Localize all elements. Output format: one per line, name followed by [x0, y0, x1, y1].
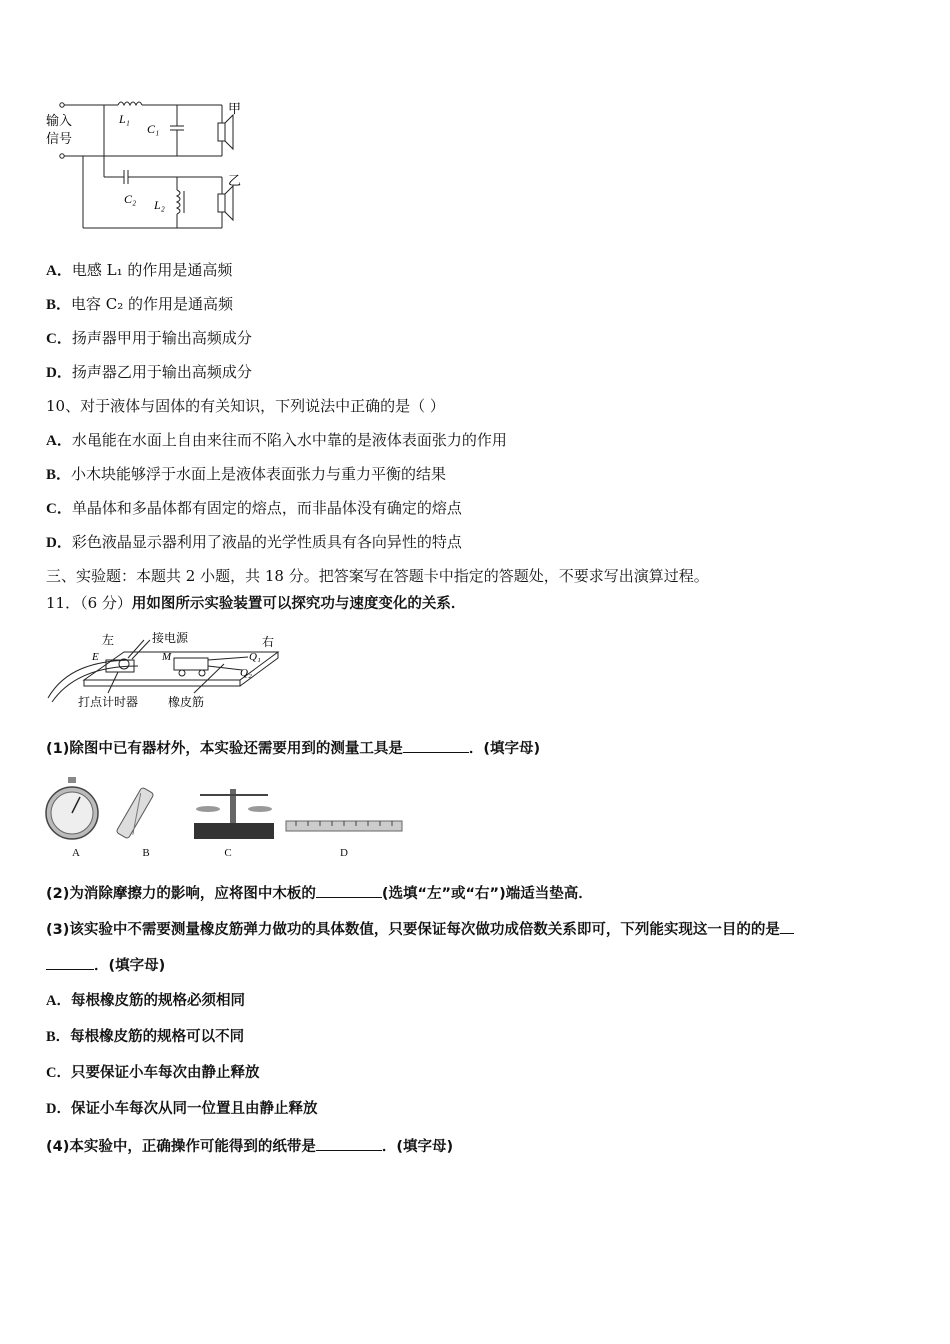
- q9-option-b: B．电容 C₂ 的作用是通高频: [46, 295, 234, 313]
- label-Q2: Q₂: [240, 667, 252, 679]
- answer-blank-4[interactable]: [316, 1136, 382, 1151]
- tool-label-c: C: [224, 847, 232, 859]
- q11-option-a: A．每根橡皮筋的规格必须相同: [46, 993, 245, 1009]
- label-power: 接电源: [152, 631, 189, 645]
- circuit-diagram: [40, 95, 250, 235]
- q11-stem: 11．（6 分）用如图所示实验装置可以探究功与速度变化的关系．: [46, 594, 466, 612]
- label-M: M: [162, 651, 172, 663]
- q10-stem: 10、对于液体与固体的有关知识，下列说法中正确的是（ ）: [46, 397, 445, 415]
- tool-label-b: B: [142, 847, 150, 859]
- label-speaker-jia: 甲: [228, 101, 242, 116]
- q11-part3-line1: (3)该实验中不需要测量橡皮筋弹力做功的具体数值，只要保证每次做功成倍数关系即可，下列能实现这一目的的是: [46, 919, 794, 940]
- label-Q1: Q₁: [249, 651, 261, 663]
- section-heading: 三、实验题：本题共 2 小题，共 18 分。把答案写在答题卡中指定的答题处，不要求写出演算过程。: [46, 567, 709, 585]
- label-C2: C₂: [124, 192, 137, 206]
- answer-blank-3a[interactable]: [780, 919, 794, 934]
- q9-option-a: A．电感 L₁ 的作用是通高频: [46, 261, 233, 279]
- answer-blank-2[interactable]: [316, 883, 382, 898]
- tools-svg: [40, 775, 410, 845]
- input-label-2: 信号: [46, 131, 73, 146]
- q10-option-c: C．单晶体和多晶体都有固定的熔点，而非晶体没有确定的熔点: [46, 499, 462, 517]
- q9-option-d: D．扬声器乙用于输出高频成分: [46, 363, 252, 381]
- q11-part1: (1)除图中已有器材外，本实验还需要用到的测量工具是 ．(填字母): [46, 738, 540, 759]
- label-L2: L₂: [154, 198, 165, 212]
- tool-label-a: A: [72, 847, 80, 859]
- q11-part2: (2)为消除摩擦力的影响，应将图中木板的 (选填“左”或“右”)端适当垫高．: [46, 883, 593, 904]
- spring-scale-icon: [116, 787, 154, 839]
- label-C1: C₁: [147, 122, 160, 136]
- q11-option-c: C．只要保证小车每次由静止释放: [46, 1065, 260, 1081]
- ruler-icon: [286, 821, 402, 831]
- label-timer: 打点计时器: [78, 695, 139, 709]
- q11-part4: (4)本实验中，正确操作可能得到的纸带是 ．(填字母): [46, 1136, 453, 1157]
- answer-blank-3b[interactable]: [46, 955, 94, 970]
- q10-option-b: B．小木块能够浮于水面上是液体表面张力与重力平衡的结果: [46, 465, 447, 483]
- circuit-svg: [40, 95, 250, 235]
- label-L1: L₁: [119, 112, 130, 126]
- q11-part3-line2: ．(填字母): [46, 955, 165, 976]
- q11-option-d: D．保证小车每次从同一位置且由静止释放: [46, 1101, 318, 1117]
- q11-option-b: B．每根橡皮筋的规格可以不同: [46, 1029, 245, 1045]
- answer-blank-1[interactable]: [403, 738, 469, 753]
- stopwatch-icon: [46, 777, 98, 839]
- label-right: 右: [262, 635, 275, 649]
- apparatus-svg: [44, 630, 284, 712]
- balance-icon: [194, 789, 274, 839]
- label-band: 橡皮筋: [168, 695, 205, 709]
- q10-option-d: D．彩色液晶显示器利用了液晶的光学性质具有各向异性的特点: [46, 533, 462, 551]
- tool-label-d: D: [340, 847, 348, 859]
- label-speaker-yi: 乙: [228, 173, 242, 188]
- input-label-1: 输入: [46, 113, 73, 128]
- apparatus-figure: [44, 630, 284, 712]
- q9-option-c: C．扬声器甲用于输出高频成分: [46, 329, 252, 347]
- q10-option-a: A．水黾能在水面上自由来往而不陷入水中靠的是液体表面张力的作用: [46, 431, 507, 449]
- label-left: 左: [102, 633, 115, 647]
- label-E: E: [92, 651, 99, 663]
- tools-figure: [40, 775, 410, 865]
